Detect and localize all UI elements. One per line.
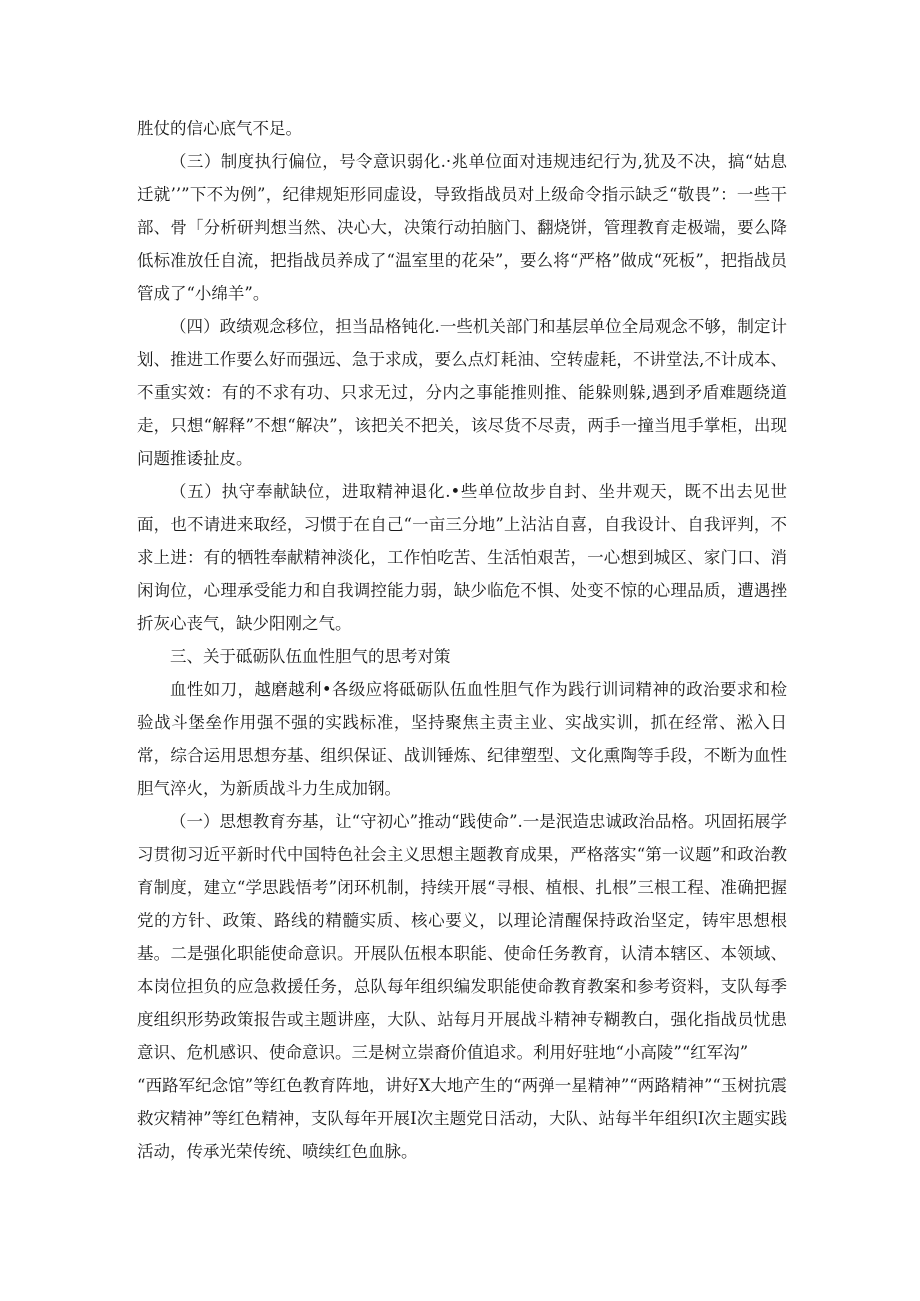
paragraph-item-1-continued: “西路军纪念馆”等红色教育阵地，讲好X大地产生的“两弹一星精神”“两路精神”“玉树抗震救灾精神”等红色精神，支队每年开展I次主题党日活动，大队、站每半年组织I次主题实践活动，传承光荣传统、喷续红色血脉。 <box>137 1076 787 1161</box>
paragraph-item-1: （一）思想教育夯基，让“守初心”推动“践使命”.一是泯造忠诚政治品格。巩固拓展学习贯彻习近平新时代中国特色社会主义思想主题教育成果，严格落实“第一议题”和政治教育制度，建立“学思践悟考”闭环机制，持续开展“寻根、植根、扎根”三根工程、准确把握党的方针、政策、路线的精髓实质、核心要义，以理论清醒保持政治坚定，铸牢思想根基。二是强化职能使命意识。开展队伍根本职能、使命任务教育，认清本辖区、本领域、本岗位担负的应急救援任务，总队每年组织编发职能使命教育教案和参考资料，支队每季度组织形势政策报告或主题讲座，大队、站每月开展战斗精神专糊教白，强化指战员忧患意识、危机感识、使命意识。三是树立崇裔价值追求。利用好驻地“小高陵”“红军沟” <box>137 812 787 1062</box>
paragraph-section-3: （三）制度执行偏位，号令意识弱化.·兆单位面对违规违纪行为,犹及不决，搞“姑息迁就’’”下不为例”，纪律规矩形同虚设，导致指战员对上级命令指示缺乏“敬畏”：一些干部、骨「分析研判想当然、决心大，决策行动拍脑门、翻烧饼，管理教育走极端，要么降低标准放任自流，把指战员养成了“温室里的花朵”，要么将“严格”做成“死板”，把指战员管成了“小绵羊”。 <box>137 152 787 303</box>
paragraph-section-4: （四）政绩观念移位，担当品格钝化.一些机关部门和基层单位全局观念不够，制定计划、推进工作要么好而强远、急于求成，要么点灯耗油、空转虚耗，不讲堂法,不计成本、不重实效：有的不求有功、只求无过，分内之事能推则推、能躲则躲,遇到矛盾难题绕道走，只想“解释”不想“解决”，该把关不把关，该尽货不尽责，两手一撞当甩手掌柜，出现问题推诿扯皮。 <box>137 317 787 468</box>
paragraph-section-5: （五）执守奉献缺位，进取精神退化.•些单位故步自封、坐井观天，既不出去见世面，也不请进来取经，习惯于在自己“一亩三分地”上沾沾自喜，自我设计、自我评判，不求上进：有的牺牲奉献精神淡化，工作怕吃苦、生活怕艰苦，一心想到城区、家门口、消闲询位，心理承受能力和自我调控能力弱，缺少临危不惧、处变不惊的心理品质，遭遇挫折灰心丧气，缺少阳刚之气。 <box>137 482 787 633</box>
paragraph-intro: 血性如刀，越磨越利•各级应将砥砺队伍血性胆气作为践行训词精神的政治要求和检验战斗堡垒作用强不强的实践标准，坚持聚焦主责主业、实战实训，抓在经常、淞入日常，综合运用思想夯基、组织保证、战训锤炼、纪律塑型、文化熏陶等手段，不断为血性胆气淬火，为新质战斗力生成加钢。 <box>137 680 787 798</box>
paragraph-continuation: 胜仗的信心底气不足。 <box>137 119 302 138</box>
section-heading-countermeasures: 三、关于砥砺队伍血性胆气的思考对策 <box>170 647 451 666</box>
document-body <box>137 112 787 1168</box>
